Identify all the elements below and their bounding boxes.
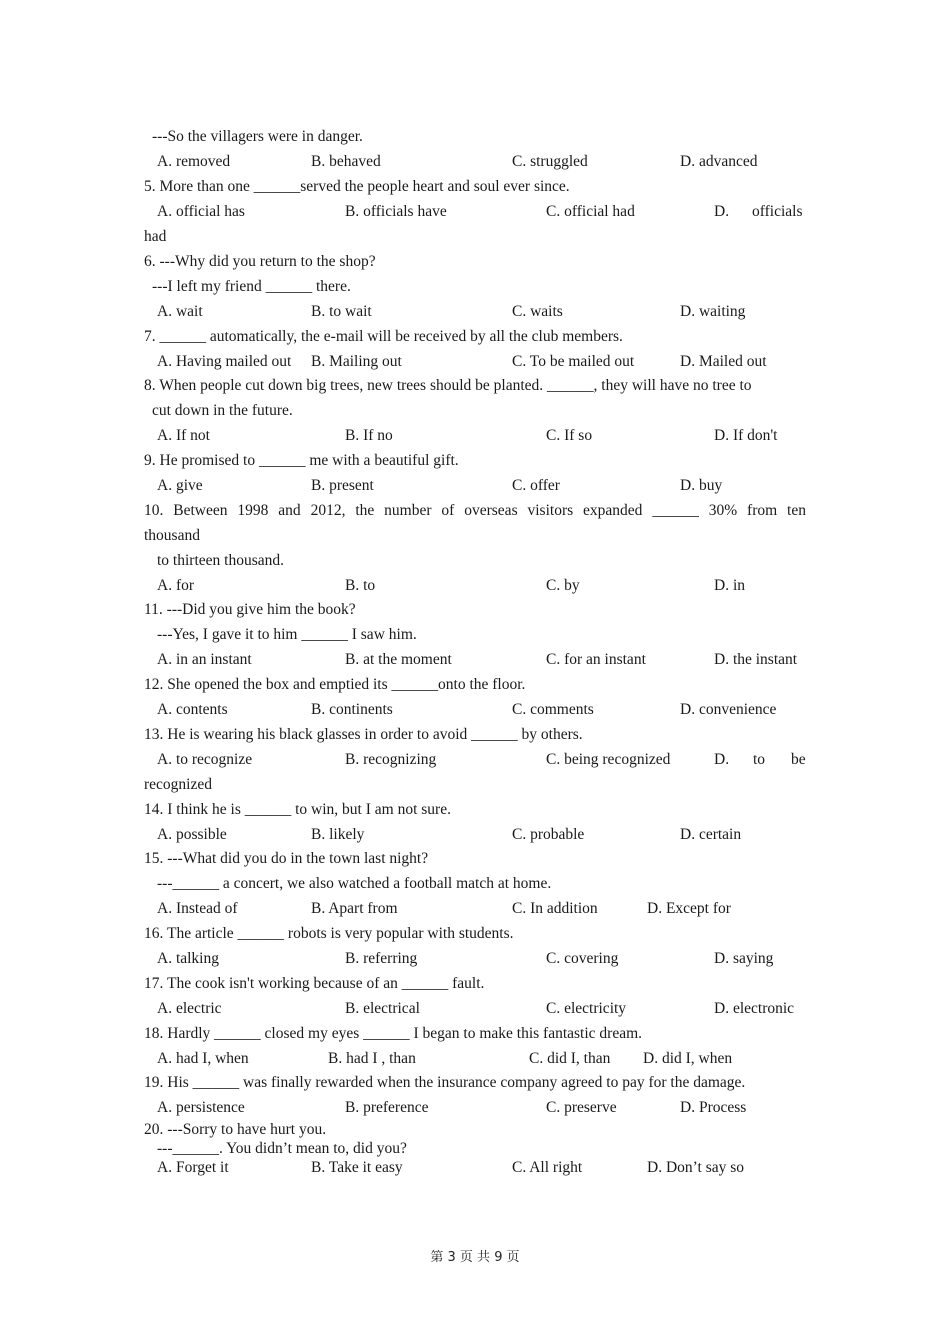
option-b: B. behaved: [311, 153, 381, 170]
option-b: B. referring: [345, 950, 418, 967]
option-b: B. continents: [311, 701, 393, 718]
option-a: A. talking: [157, 950, 219, 967]
option-d-text: officials: [752, 203, 803, 220]
option-d: D. in: [714, 577, 745, 594]
option-b: B. to wait: [311, 303, 372, 320]
option-a: A. Having mailed out: [157, 353, 292, 370]
option-a: A. in an instant: [157, 651, 252, 668]
option-a: A. contents: [157, 701, 228, 718]
question-16: 16. The article ______ robots is very popular with students.: [144, 925, 514, 942]
option-a: A. persistence: [157, 1099, 245, 1116]
question-11: 11. ---Did you give him the book?: [144, 601, 356, 618]
question-7: 7. ______ automatically, the e-mail will be received by all the club members.: [144, 328, 623, 345]
option-d: D. advanced: [680, 153, 758, 170]
option-b: B. officials have: [345, 203, 447, 220]
option-a: A. Instead of: [157, 900, 238, 917]
option-a: A. removed: [157, 153, 231, 170]
option-c: C. If so: [546, 427, 593, 444]
option-c: C. did I, than: [529, 1050, 611, 1067]
question-20-line-2: ---______. You didn’t mean to, did you?: [157, 1140, 407, 1157]
option-b: B. preference: [345, 1099, 429, 1116]
option-b: B. Take it easy: [311, 1159, 403, 1176]
question-6: 6. ---Why did you return to the shop?: [144, 253, 376, 270]
question-line: ---So the villagers were in danger.: [152, 128, 363, 145]
option-d: D.: [714, 203, 730, 220]
question-10-wrap: thousand: [144, 527, 200, 544]
question-17: 17. The cook isn't working because of an ______ fault.: [144, 975, 485, 992]
option-d: D. did I, when: [643, 1050, 733, 1067]
option-b: B. likely: [311, 826, 365, 843]
question-6-line-2: ---I left my friend ______ there.: [152, 278, 351, 295]
question-8: 8. When people cut down big trees, new trees should be planted. ______, they will have no tree to: [144, 377, 752, 394]
question-10: 10. Between 1998 and 2012, the number of overseas visitors expanded ______ 30% from ten: [144, 502, 806, 519]
option-a: A. electric: [157, 1000, 222, 1017]
question-8-line-2: cut down in the future.: [152, 402, 293, 419]
option-c: C. waits: [512, 303, 563, 320]
option-a: A. to recognize: [157, 751, 253, 768]
option-d: D. convenience: [680, 701, 777, 718]
question-18: 18. Hardly ______ closed my eyes ______ I began to make this fantastic dream.: [144, 1025, 643, 1042]
question-12: 12. She opened the box and emptied its ______onto the floor.: [144, 676, 526, 693]
page-number-footer: 第 3 页 共 9 页: [430, 1250, 520, 1265]
option-a: A. If not: [157, 427, 210, 444]
option-c: C. struggled: [512, 153, 588, 170]
option-b: B. recognizing: [345, 751, 437, 768]
option-a: A. had I, when: [157, 1050, 249, 1067]
option-c: C. official had: [546, 203, 635, 220]
option-c: C. To be mailed out: [512, 353, 635, 370]
option-b: B. to: [345, 577, 376, 594]
question-15-line-2: ---______ a concert, we also watched a football match at home.: [157, 875, 552, 892]
option-d-wrap: had: [144, 228, 167, 245]
option-d-text: to: [753, 751, 766, 768]
option-d-text: be: [791, 751, 806, 768]
question-5: 5. More than one ______served the people heart and soul ever since.: [144, 178, 570, 195]
option-d: D. Process: [680, 1099, 747, 1116]
option-a: A. give: [157, 477, 203, 494]
option-d: D. buy: [680, 477, 723, 494]
question-20: 20. ---Sorry to have hurt you.: [144, 1121, 327, 1138]
option-d-wrap: recognized: [144, 776, 212, 793]
option-c: C. probable: [512, 826, 585, 843]
option-b: B. had I , than: [328, 1050, 416, 1067]
option-d: D. certain: [680, 826, 742, 843]
option-c: C. comments: [512, 701, 594, 718]
option-c: C. preserve: [546, 1099, 617, 1116]
option-c: C. for an instant: [546, 651, 646, 668]
option-a: A. Forget it: [157, 1159, 229, 1176]
question-10-line-2: to thirteen thousand.: [157, 552, 284, 569]
option-d: D. Don’t say so: [647, 1159, 745, 1176]
option-c: C. being recognized: [546, 751, 671, 768]
option-a: A. for: [157, 577, 195, 594]
question-13: 13. He is wearing his black glasses in order to avoid ______ by others.: [144, 726, 583, 743]
option-c: C. electricity: [546, 1000, 627, 1017]
option-c: C. by: [546, 577, 580, 594]
question-19: 19. His ______ was finally rewarded when the insurance company agreed to pay for the damage.: [144, 1074, 746, 1091]
option-a: A. possible: [157, 826, 227, 843]
option-d: D. electronic: [714, 1000, 795, 1017]
option-b: B. If no: [345, 427, 393, 444]
option-c: C. In addition: [512, 900, 598, 917]
option-c: C. covering: [546, 950, 619, 967]
option-d: D. If don't: [714, 427, 778, 444]
option-b: B. electrical: [345, 1000, 420, 1017]
option-d: D.: [714, 751, 730, 768]
option-d: D. saying: [714, 950, 774, 967]
option-b: B. at the moment: [345, 651, 452, 668]
option-d: D. Except for: [647, 900, 731, 917]
question-15: 15. ---What did you do in the town last night?: [144, 850, 429, 867]
option-b: B. present: [311, 477, 374, 494]
option-c: C. offer: [512, 477, 560, 494]
option-b: B. Apart from: [311, 900, 398, 917]
option-a: A. wait: [157, 303, 203, 320]
option-d: D. Mailed out: [680, 353, 767, 370]
option-c: C. All right: [512, 1159, 583, 1176]
option-a: A. official has: [157, 203, 245, 220]
option-b: B. Mailing out: [311, 353, 402, 370]
option-d: D. waiting: [680, 303, 746, 320]
question-14: 14. I think he is ______ to win, but I am not sure.: [144, 801, 451, 818]
question-9: 9. He promised to ______ me with a beautiful gift.: [144, 452, 459, 469]
question-11-line-2: ---Yes, I gave it to him ______ I saw him.: [157, 626, 417, 643]
option-d: D. the instant: [714, 651, 798, 668]
